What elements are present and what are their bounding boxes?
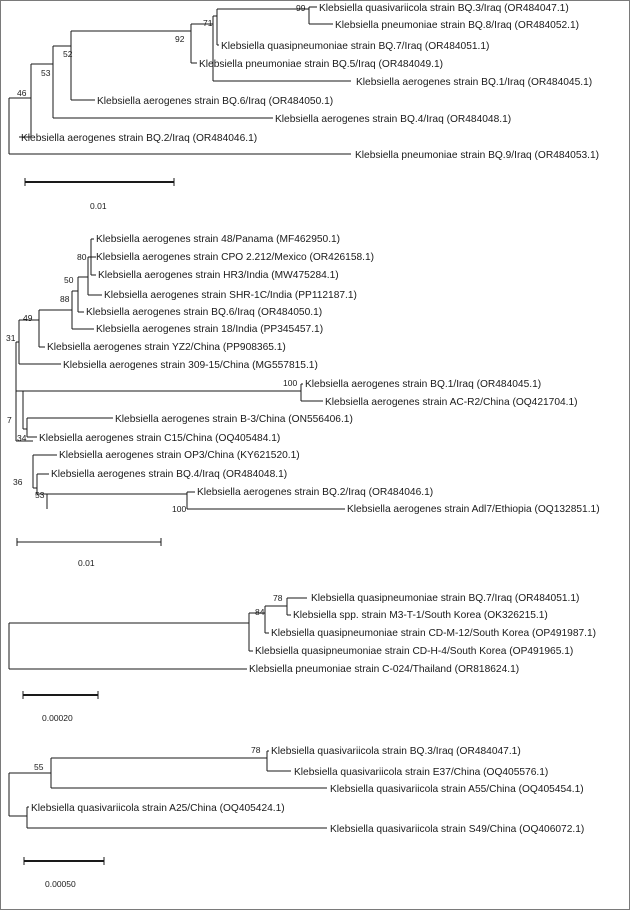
tree-3-leaf-labels [249,593,596,675]
leaf-label: Klebsiella quasipneumoniae strain BQ.7/Iraq (OR484051.1) [221,41,490,52]
leaf-label: Klebsiella quasivariicola strain A55/China (OQ405454.1) [330,784,584,795]
tree-1 [9,3,599,211]
tree-4-leaf-labels [31,746,584,835]
tree-3-scale-bar [23,691,98,723]
scale-label: 0.00020 [42,713,73,723]
leaf-label: Klebsiella aerogenes strain BQ.6/Iraq (OR484050.1) [86,307,323,318]
tree-2-scale-bar [17,538,161,568]
leaf-label: Klebsiella quasivariicola strain BQ.3/Iraq (OR484047.1) [319,3,569,14]
bootstrap-value: 84 [255,607,265,617]
leaf-label: Klebsiella aerogenes strain 18/India (PP345457.1) [96,324,324,335]
leaf-label: Klebsiella aerogenes strain BQ.1/Iraq (OR484045.1) [305,379,542,390]
scale-label: 0.01 [78,558,95,568]
leaf-label: Klebsiella aerogenes strain CPO 2.212/Mexico (OR426158.1) [96,252,375,263]
leaf-label: Klebsiella aerogenes strain BQ.4/Iraq (OR484048.1) [275,114,512,125]
tree-4-scale-bar [24,857,104,889]
leaf-label: Klebsiella aerogenes strain YZ2/China (PP908365.1) [47,342,286,353]
leaf-label: Klebsiella quasipneumoniae strain CD-H-4/South Korea (OP491965.1) [255,646,574,657]
bootstrap-value: 46 [17,88,27,98]
tree-1-branches [9,7,351,154]
leaf-label: Klebsiella spp. strain M3-T-1/South Korea (OK326215.1) [293,610,548,621]
leaf-label: Klebsiella quasipneumoniae strain CD-M-12/South Korea (OP491987.1) [271,628,597,639]
leaf-label: Klebsiella aerogenes strain BQ.2/Iraq (OR484046.1) [197,487,434,498]
tree-2 [6,234,600,568]
leaf-label: Klebsiella aerogenes strain AC-R2/China (OQ421704.1) [325,397,578,408]
leaf-label: Klebsiella aerogenes strain HR3/India (MW475284.1) [98,270,339,281]
leaf-label: Klebsiella aerogenes strain BQ.4/Iraq (OR484048.1) [51,469,288,480]
bootstrap-value: 92 [175,34,185,44]
phylogenetic-trees [1,1,629,909]
bootstrap-value: 78 [273,593,283,603]
tree-4 [9,745,584,889]
bootstrap-value: 100 [172,504,187,514]
tree-2-leaf-labels [39,234,600,515]
bootstrap-value: 53 [41,68,51,78]
scale-label: 0.00050 [45,879,76,889]
leaf-label: Klebsiella aerogenes strain BQ.2/Iraq (OR484046.1) [21,133,258,144]
tree-3-bootstrap-values [255,593,283,617]
bootstrap-value: 53 [35,490,45,500]
bootstrap-value: 71 [203,18,213,28]
bootstrap-value: 34 [17,433,27,443]
bootstrap-value: 50 [64,275,74,285]
leaf-label: Klebsiella quasivariicola strain A25/China (OQ405424.1) [31,803,285,814]
leaf-label: Klebsiella quasivariicola strain E37/China (OQ405576.1) [294,767,549,778]
leaf-label: Klebsiella aerogenes strain OP3/China (KY621520.1) [59,450,300,461]
bootstrap-value: 52 [63,49,73,59]
leaf-label: Klebsiella aerogenes strain B-3/China (ON556406.1) [115,414,353,425]
bootstrap-value: 36 [13,477,23,487]
leaf-label: Klebsiella aerogenes strain BQ.6/Iraq (OR484050.1) [97,96,334,107]
tree-1-leaf-labels [21,3,599,161]
bootstrap-value: 80 [77,252,87,262]
bootstrap-value: 88 [60,294,70,304]
leaf-label: Klebsiella quasivariicola strain BQ.3/Iraq (OR484047.1) [271,746,521,757]
leaf-label: Klebsiella aerogenes strain BQ.1/Iraq (OR484045.1) [356,77,593,88]
tree-4-branches [9,751,327,828]
leaf-label: Klebsiella quasivariicola strain S49/China (OQ406072.1) [330,824,585,835]
tree-3 [9,593,596,723]
leaf-label: Klebsiella pneumoniae strain BQ.9/Iraq (OR484053.1) [355,150,600,161]
tree-1-scale-bar [25,178,174,211]
leaf-label: Klebsiella aerogenes strain 48/Panama (MF462950.1) [96,234,341,245]
leaf-label: Klebsiella pneumoniae strain BQ.5/Iraq (OR484049.1) [199,59,444,70]
bootstrap-value: 49 [23,313,33,323]
bootstrap-value: 31 [6,333,16,343]
leaf-label: Klebsiella aerogenes strain Adl7/Ethiopia (OQ132851.1) [347,504,600,515]
leaf-label: Klebsiella pneumoniae strain C-024/Thailand (OR818624.1) [249,664,520,675]
bootstrap-value: 100 [283,378,298,388]
leaf-label: Klebsiella pneumoniae strain BQ.8/Iraq (OR484052.1) [335,20,580,31]
leaf-label: Klebsiella aerogenes strain SHR-1C/India (PP112187.1) [104,290,357,301]
bootstrap-value: 99 [296,3,306,13]
leaf-label: Klebsiella aerogenes strain 309-15/China (MG557815.1) [63,360,318,371]
bootstrap-value: 78 [251,745,261,755]
bootstrap-value: 55 [34,762,44,772]
bootstrap-value: 7 [7,415,12,425]
leaf-label: Klebsiella quasipneumoniae strain BQ.7/Iraq (OR484051.1) [311,593,580,604]
leaf-label: Klebsiella aerogenes strain C15/China (OQ405484.1) [39,433,281,444]
scale-label: 0.01 [90,201,107,211]
